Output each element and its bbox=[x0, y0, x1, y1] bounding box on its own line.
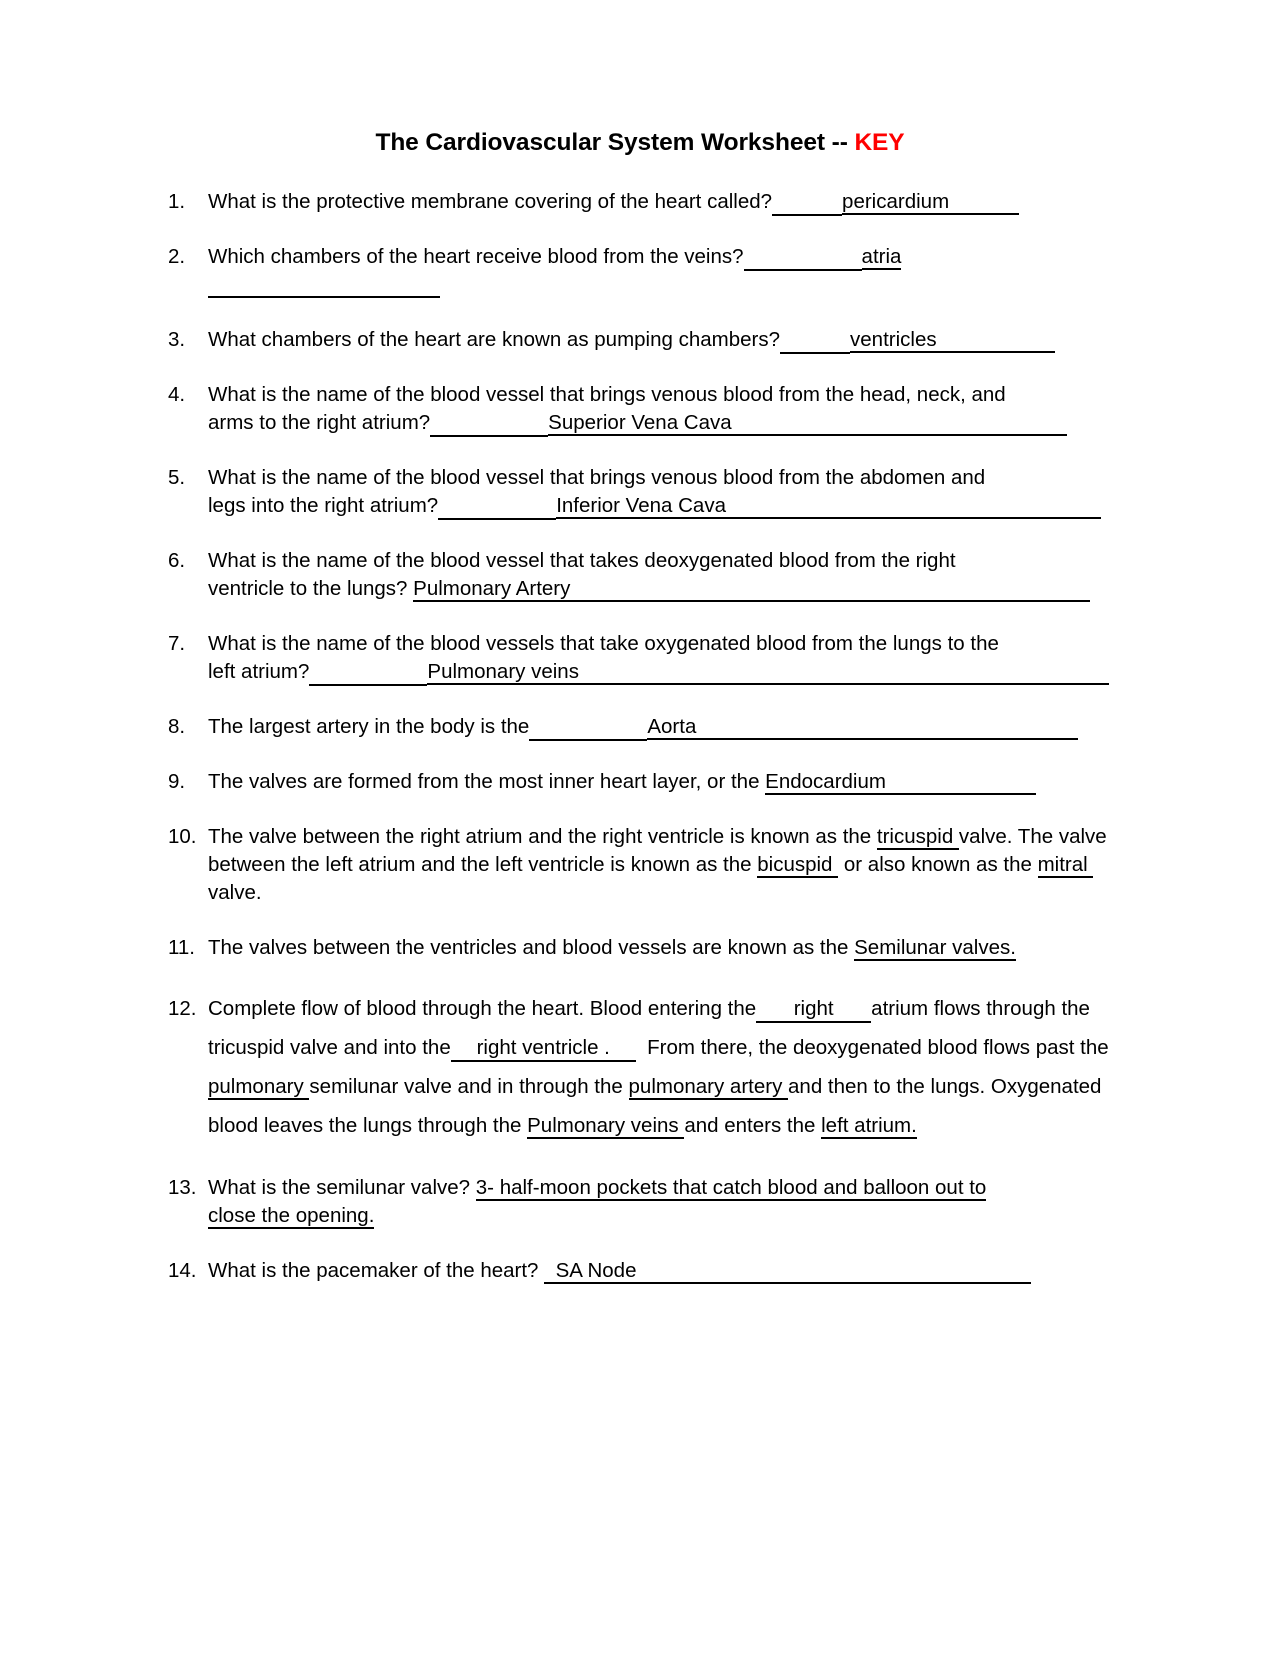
question-body bbox=[208, 823, 1112, 907]
question-body bbox=[208, 326, 1112, 354]
question-segment-1: Complete flow of blood through the heart. Blood entering the bbox=[208, 997, 757, 1021]
answer-value: SA Node bbox=[555, 1259, 637, 1283]
answer-trail-rule bbox=[208, 273, 440, 298]
question-prompt: What chambers of the heart are known as pumping chambers? bbox=[208, 328, 781, 352]
question-item-6 bbox=[168, 547, 1112, 603]
question-item-10 bbox=[168, 823, 1112, 907]
question-item-8 bbox=[168, 713, 1112, 741]
question-prompt: The valves are formed from the most inner heart layer, or the bbox=[208, 770, 760, 794]
answer-trail-rule bbox=[732, 411, 1067, 436]
question-number: 7. bbox=[168, 632, 186, 656]
question-item-11 bbox=[168, 934, 1112, 962]
question-prompt-line2: ventricle to the lungs? bbox=[208, 577, 408, 601]
question-body bbox=[208, 547, 1112, 603]
question-body bbox=[208, 934, 1112, 962]
question-prompt-line1: What is the name of the blood vessel that takes deoxygenated blood from the right bbox=[208, 549, 956, 573]
answer-text: atria bbox=[861, 245, 902, 269]
question-prompt: What is the pacemaker of the heart? bbox=[208, 1259, 539, 1283]
question-body bbox=[208, 381, 1112, 437]
question-segment-4: valve. bbox=[208, 881, 262, 905]
answer-trail-rule bbox=[579, 660, 1109, 685]
answer-text: ventricles bbox=[850, 328, 937, 352]
question-prompt-line1: What is the name of the blood vessel that brings venous blood from the abdomen and bbox=[208, 466, 986, 490]
answer-text-line2: close the opening. bbox=[208, 1204, 375, 1228]
answer-lead-rule bbox=[529, 715, 647, 741]
question-body bbox=[208, 1257, 1112, 1285]
question-item-7 bbox=[168, 630, 1112, 686]
answer-text: Superior Vena Cava bbox=[548, 411, 732, 435]
question-prompt-line2: left atrium? bbox=[208, 660, 310, 684]
question-prompt-line2: arms to the right atrium? bbox=[208, 411, 431, 435]
question-item-2 bbox=[168, 243, 1112, 299]
answer-text: Pulmonary veins bbox=[427, 660, 579, 684]
question-prompt: The largest artery in the body is the bbox=[208, 715, 530, 739]
answer-left-atrium: left atrium. bbox=[821, 1114, 917, 1138]
page-title-key: KEY bbox=[854, 129, 905, 156]
question-number: 13. bbox=[168, 1176, 197, 1200]
question-item-9 bbox=[168, 768, 1112, 796]
question-segment-3: From there, the deoxygenated blood flows past the bbox=[647, 1036, 1109, 1060]
question-list bbox=[168, 188, 1112, 1285]
question-body bbox=[208, 630, 1112, 686]
answer-trail-rule bbox=[696, 715, 1078, 740]
answer-text: Semilunar valves. bbox=[854, 936, 1016, 960]
question-number: 4. bbox=[168, 383, 186, 407]
answer-pulmonary: pulmonary bbox=[208, 1075, 310, 1099]
question-number: 8. bbox=[168, 715, 186, 739]
answer-pulmonary-veins: Pulmonary veins bbox=[527, 1114, 685, 1138]
answer-lead-rule bbox=[430, 411, 548, 437]
question-number: 6. bbox=[168, 549, 186, 573]
answer-text: Aorta bbox=[647, 715, 697, 739]
question-prompt-line1: What is the name of the blood vessel that brings venous blood from the head, neck, and bbox=[208, 383, 1006, 407]
answer-pulmonary-artery: pulmonary artery bbox=[628, 1075, 789, 1099]
answer-text bbox=[544, 1259, 636, 1284]
question-prompt-line2: legs into the right atrium? bbox=[208, 494, 439, 518]
question-item-4 bbox=[168, 381, 1112, 437]
answer-lead-rule bbox=[772, 190, 842, 216]
answer-mitral: mitral bbox=[1037, 853, 1094, 877]
question-body bbox=[208, 768, 1112, 796]
question-segment-3: or also known as the bbox=[838, 853, 1038, 877]
question-body bbox=[208, 243, 1112, 299]
answer-text: Endocardium bbox=[765, 770, 886, 794]
question-number: 3. bbox=[168, 328, 186, 352]
question-number: 11. bbox=[168, 936, 195, 960]
answer-lead-rule bbox=[438, 494, 556, 520]
question-item-3 bbox=[168, 326, 1112, 354]
question-item-14 bbox=[168, 1257, 1112, 1285]
answer-text: Inferior Vena Cava bbox=[556, 494, 726, 518]
question-number: 10. bbox=[168, 825, 197, 849]
question-segment-5: and then to the lungs. Oxygenated blood leaves the lungs through the bbox=[208, 1075, 1102, 1138]
answer-trail-rule bbox=[949, 190, 1019, 215]
answer-trail-rule bbox=[726, 494, 1101, 519]
question-segment-6: and enters the bbox=[684, 1114, 822, 1138]
answer-text: pericardium bbox=[842, 190, 950, 214]
question-number: 9. bbox=[168, 770, 186, 794]
question-number: 12. bbox=[168, 997, 197, 1021]
question-number: 1. bbox=[168, 190, 186, 214]
answer-trail-rule bbox=[937, 328, 1055, 353]
question-body bbox=[208, 1174, 1112, 1230]
answer-lead-rule bbox=[309, 660, 427, 686]
answer-right-ventricle: right ventricle . bbox=[451, 1036, 636, 1062]
question-body bbox=[208, 464, 1112, 520]
question-prompt: Which chambers of the heart receive blood from the veins? bbox=[208, 245, 744, 269]
question-segment-1: The valve between the right atrium and the right ventricle is known as the bbox=[208, 825, 877, 849]
question-body bbox=[208, 713, 1112, 741]
question-number: 2. bbox=[168, 245, 186, 269]
question-prompt: What is the protective membrane covering of the heart called? bbox=[208, 190, 773, 214]
question-prompt: What is the semilunar valve? bbox=[208, 1176, 476, 1200]
question-segment-4: semilunar valve and in through the bbox=[309, 1075, 629, 1099]
answer-text-line1: 3- half-moon pockets that catch blood and balloon out to bbox=[475, 1176, 987, 1200]
answer-lead-rule bbox=[744, 245, 862, 271]
question-body bbox=[208, 188, 1112, 216]
question-segment-2: valve. The valve between the left atrium and the left ventricle is known as the bbox=[208, 825, 1107, 877]
page-title bbox=[168, 128, 1112, 157]
answer-trail-rule bbox=[636, 1259, 1031, 1284]
answer-tricuspid: tricuspid bbox=[876, 825, 959, 849]
answer-trail-rule bbox=[570, 577, 1090, 602]
question-prompt-line1: What is the name of the blood vessels that take oxygenated blood from the lungs to the bbox=[208, 632, 999, 656]
answer-text: Pulmonary Artery bbox=[413, 577, 571, 601]
question-item-5 bbox=[168, 464, 1112, 520]
answer-lead-rule bbox=[780, 328, 850, 354]
question-number: 5. bbox=[168, 466, 186, 490]
page-title-main: The Cardiovascular System Worksheet -- bbox=[375, 129, 855, 156]
question-item-1 bbox=[168, 188, 1112, 216]
question-item-12 bbox=[168, 989, 1112, 1145]
answer-trail-rule bbox=[886, 770, 1036, 795]
question-number: 14. bbox=[168, 1259, 197, 1283]
question-item-13 bbox=[168, 1174, 1112, 1230]
question-body bbox=[208, 989, 1112, 1145]
answer-bicuspid: bicuspid bbox=[757, 853, 839, 877]
question-segment-2: atrium flows through the tricuspid valve and into the bbox=[208, 997, 1090, 1060]
question-prompt: The valves between the ventricles and blood vessels are known as the bbox=[208, 936, 855, 960]
answer-right: right bbox=[756, 997, 871, 1023]
